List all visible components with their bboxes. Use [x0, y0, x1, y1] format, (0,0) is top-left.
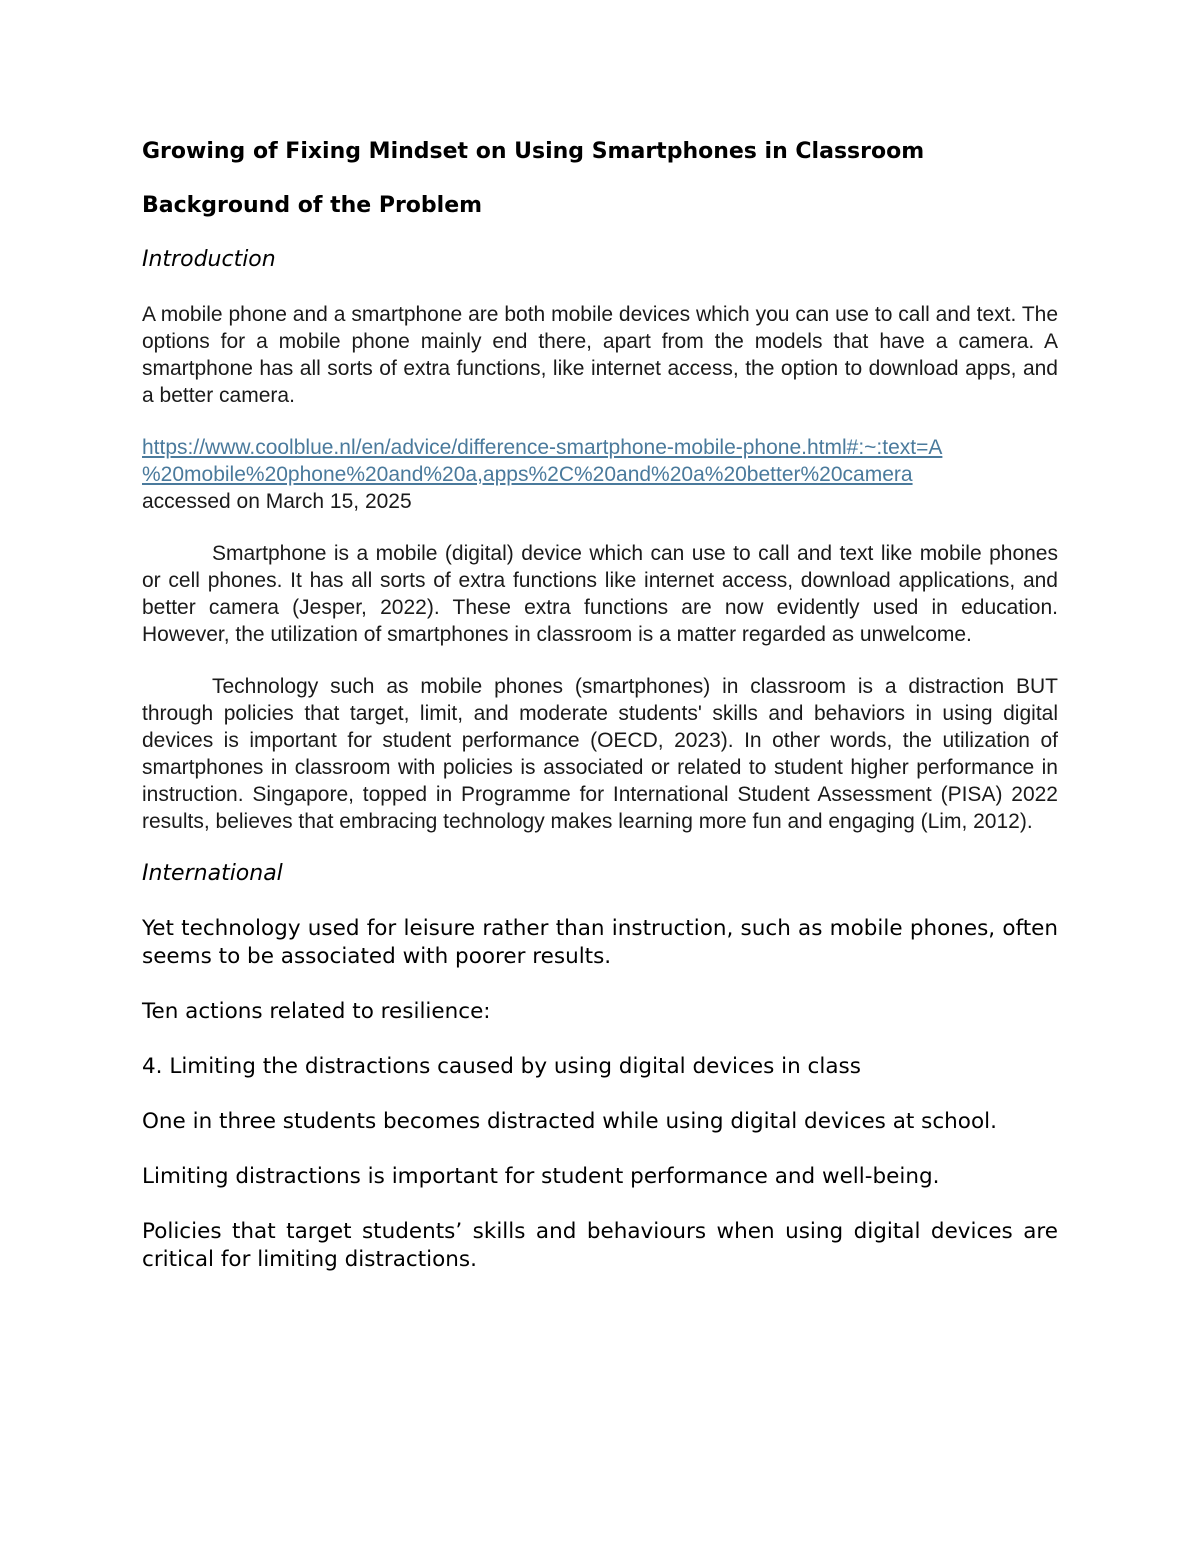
source-link[interactable]	[142, 434, 1058, 488]
source-citation	[142, 434, 1058, 515]
document-page	[142, 138, 1058, 1301]
intl-paragraph-action-4: 4. Limiting the distractions caused by using digital devices in class	[142, 1054, 861, 1079]
document-title: Growing of Fixing Mindset on Using Smartphones in Classroom	[142, 139, 925, 164]
paragraph-technology-policies: Technology such as mobile phones (smartphones) in classroom is a distraction BUT through policies that target, limit, and moderate students' skills and behaviors in using digital devices is important for student performance (OECD, 2023). In other words, the utilization of smartphones in classroom with policies is associated or related to student higher performance in instruction. Singapore, topped in Programme for International Student Assessment (PISA) 2022 results, believes that embracing technology makes learning more fun and engaging (Lim, 2012).	[142, 675, 1058, 833]
intro-paragraph: A mobile phone and a smartphone are both mobile devices which you can use to call and text. The options for a mobile phone mainly end there, apart from the models that have a camera. A smartphone has all sorts of extra functions, like internet access, the option to download apps, and a better camera.	[142, 303, 1058, 407]
intl-paragraph-ten-actions: Ten actions related to resilience:	[142, 999, 491, 1024]
section-heading: Background of the Problem	[142, 193, 483, 218]
accessed-note: accessed on March 15, 2025	[142, 490, 412, 513]
paragraph-smartphone-definition: Smartphone is a mobile (digital) device which can use to call and text like mobile phones or cell phones. It has all sorts of extra functions like internet access, download applications, and better camera (Jesper, 2022). These extra functions are now evidently used in education. However, the utilization of smartphones in classroom is a matter regarded as unwelcome.	[142, 542, 1058, 646]
intl-paragraph-one-in-three: One in three students becomes distracted while using digital devices at school.	[142, 1109, 997, 1134]
source-url-line-1: https://www.coolblue.nl/en/advice/difference-smartphone-mobile-phone.html#:~:text=A	[142, 436, 943, 459]
source-url-line-2: %20mobile%20phone%20and%20a,apps%2C%20and%20a%20better%20camera	[142, 463, 913, 486]
intl-paragraph-leisure: Yet technology used for leisure rather than instruction, such as mobile phones, often seems to be associated with poorer results.	[142, 916, 1058, 969]
intl-paragraph-limiting: Limiting distractions is important for student performance and well-being.	[142, 1164, 940, 1189]
introduction-label: Introduction	[142, 247, 276, 272]
international-label: International	[142, 861, 283, 886]
intl-paragraph-policies: Policies that target students’ skills and behaviours when using digital devices are critical for limiting distractions.	[142, 1219, 1058, 1272]
